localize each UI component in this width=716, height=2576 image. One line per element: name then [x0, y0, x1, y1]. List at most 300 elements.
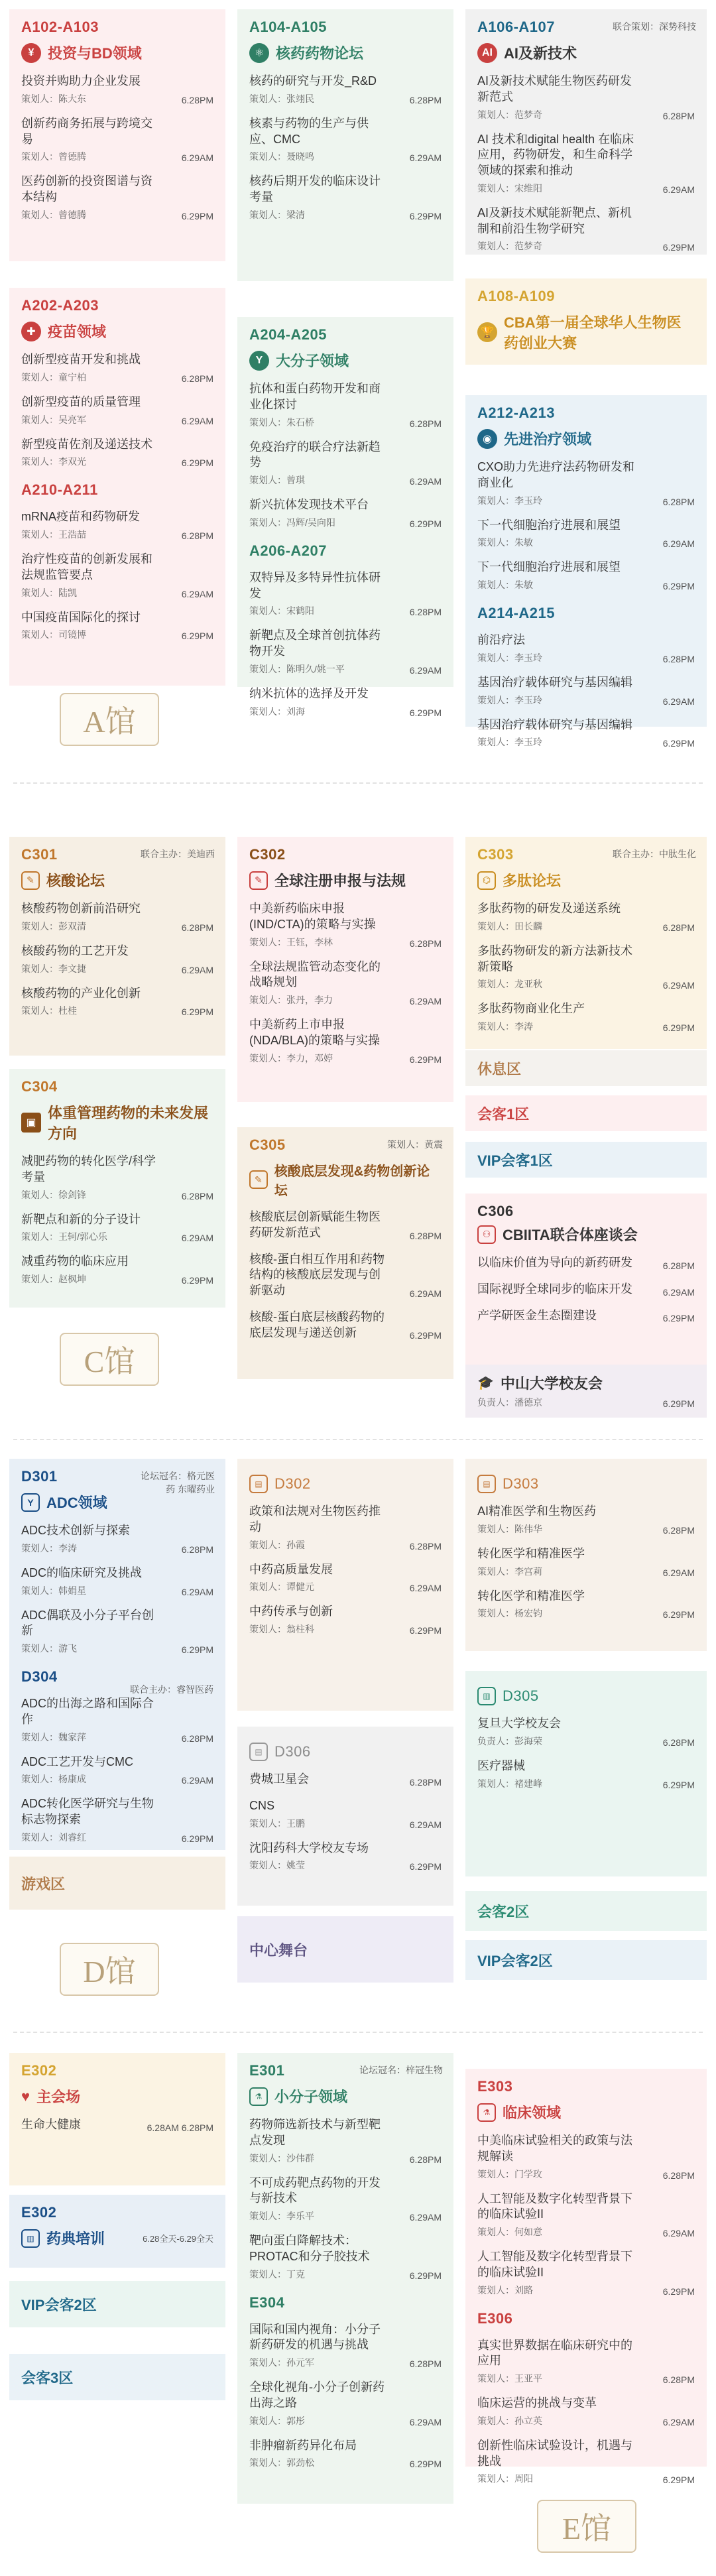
session-item[interactable]: [477, 74, 695, 121]
session-title: 多肽药物研发的新方法新技术新策略: [477, 944, 632, 973]
session-item[interactable]: [477, 1758, 695, 1790]
molecule-icon: ⚛: [249, 43, 269, 63]
session-item[interactable]: [21, 1796, 213, 1844]
room-number: E302: [21, 2204, 57, 2221]
session-time: 6.29PM: [409, 518, 442, 529]
planner: 策划人：谭健元: [249, 1581, 314, 1593]
room-topic: ADC领域: [46, 1495, 107, 1511]
session-time: 6.28PM: [662, 1260, 695, 1271]
session-title: 国际视野全球同步的临床开发: [477, 1282, 632, 1296]
session-item[interactable]: [21, 1565, 213, 1597]
session-item[interactable]: [21, 116, 213, 164]
session-time: 6.29PM: [662, 1398, 695, 1409]
room-number: C301: [21, 846, 58, 863]
room-number: A212-A213: [477, 404, 556, 421]
room-card-alumni[interactable]: [465, 1365, 707, 1418]
session-time: 6.28PM: [409, 1230, 442, 1241]
session-title: 医药创新的投资图谱与资本结构: [21, 174, 152, 204]
session-title: 新靶点及全球首创抗体药物开发: [249, 629, 381, 658]
session-item[interactable]: [249, 1209, 442, 1241]
session-time: 6.29AM: [181, 415, 213, 426]
session-item[interactable]: [21, 2117, 213, 2133]
room-number: A106-A107: [477, 19, 556, 35]
session-time: 6.29AM: [409, 153, 442, 164]
session-item[interactable]: [477, 1001, 695, 1033]
session-time: 6.29PM: [409, 2270, 442, 2281]
room-number: A214-A215: [477, 605, 556, 621]
session-item[interactable]: [249, 2380, 442, 2427]
session-title: 全球化视角-小分子创新药出海之路: [249, 2380, 385, 2410]
session-time: 6.29PM: [181, 1644, 213, 1655]
document-icon: ▤: [249, 1743, 268, 1761]
session-item[interactable]: [249, 686, 442, 718]
planner: 策划人：司镜博: [21, 629, 86, 641]
planner: 策划人：杜桂: [21, 1005, 77, 1016]
session-item[interactable]: [249, 1562, 442, 1594]
room-number: D301: [21, 1468, 58, 1485]
session-time: 6.28PM: [181, 922, 213, 933]
room-number: D302: [274, 1475, 311, 1492]
session-item[interactable]: [477, 944, 695, 991]
session-item[interactable]: [249, 1772, 442, 1788]
session-title: 转化医学和精准医学: [477, 1546, 585, 1560]
session-time: 6.29PM: [662, 1779, 695, 1790]
session-item[interactable]: [477, 560, 695, 591]
session-time: 6.29PM: [662, 2475, 695, 2486]
planner: 策划人：王鹏: [249, 1817, 305, 1829]
planner: 策划人：徐剑锋: [21, 1189, 86, 1200]
rest-area: 休息区: [465, 1050, 707, 1086]
session-title: ADC偶联及小分子平台创新: [21, 1608, 154, 1638]
room-card-a202[interactable]: [9, 288, 225, 686]
room-number: E303: [477, 2078, 513, 2095]
session-item[interactable]: [477, 1308, 695, 1324]
session-title: 政策和法规对生物医药推动: [249, 1504, 381, 1534]
hall-label-c: C馆: [60, 1333, 159, 1386]
room-topic: 先进治疗领域: [504, 431, 592, 448]
planner: 策划人：张翊民: [249, 93, 314, 104]
session-item[interactable]: [477, 901, 695, 933]
session-time: 6.29PM: [409, 1625, 442, 1636]
trophy-icon: 🏆: [477, 322, 497, 342]
sponsor-note: 策划人：黄震: [387, 1139, 443, 1150]
session-item[interactable]: [477, 1716, 695, 1748]
session-title: 新型疫苗佐剂及递送技术: [21, 437, 152, 451]
session-time: 6.29PM: [409, 707, 442, 718]
planner: 策划人：刘海: [249, 705, 305, 717]
planner: 策划人：门学玫: [477, 2168, 542, 2179]
session-item[interactable]: [21, 901, 213, 933]
sponsor-note: 联合策划：深势科技: [613, 21, 696, 32]
session-time: 6.28PM: [409, 418, 442, 429]
session-item[interactable]: [21, 352, 213, 384]
session-time: 6.28PM: [662, 2170, 695, 2181]
session-title: 复旦大学校友会: [477, 1717, 561, 1730]
planner: 策划人：冯辉/吴向阳: [249, 517, 335, 528]
session-title: 核药的研究与开发_R&D: [249, 74, 377, 88]
session-item[interactable]: [21, 1154, 213, 1201]
session-time: 6.29PM: [181, 1275, 213, 1286]
room-card-a106[interactable]: [465, 9, 707, 255]
room-number: E306: [477, 2309, 513, 2327]
session-time: 6.28PM: [409, 1776, 442, 1788]
session-item[interactable]: [477, 1282, 695, 1298]
planner: 策划人：赵枫坤: [21, 1274, 86, 1284]
session-time: 6.29AM: [409, 476, 442, 487]
vip-meeting-area-2: VIP会客2区: [465, 1940, 707, 1980]
session-time: 6.29AM: [662, 1286, 695, 1298]
planner: 策划人：沙伟群: [249, 2152, 314, 2164]
session-item[interactable]: [477, 2133, 695, 2181]
session-item[interactable]: [21, 1523, 213, 1555]
session-time: 6.28PM: [181, 1190, 213, 1201]
game-area: 游戏区: [9, 1857, 225, 1910]
session-item[interactable]: [477, 2396, 695, 2427]
room-card-d306[interactable]: [237, 1727, 453, 1906]
session-title: ADC的出海之路和国际合作: [21, 1697, 154, 1726]
sponsor-note: 论坛冠名：格元医药 东曜药业: [141, 1471, 215, 1495]
money-icon: ¥: [21, 43, 41, 63]
planner: 策划人：周阳: [477, 2473, 533, 2484]
session-item[interactable]: [477, 1504, 695, 1536]
session-item[interactable]: [249, 74, 442, 105]
session-item[interactable]: [249, 1504, 442, 1552]
heart-icon: ♥: [21, 2087, 30, 2105]
room-topic: 主会场: [36, 2089, 81, 2105]
room-card-e303[interactable]: [465, 2069, 707, 2486]
session-item[interactable]: [249, 440, 442, 487]
planner: 策划人：范梦奇: [477, 109, 542, 120]
session-item[interactable]: [249, 497, 442, 529]
session-title: 全球法规监管动态变化的战略规划: [249, 959, 381, 989]
planner: 策划人：李双光: [21, 456, 86, 467]
session-item[interactable]: [477, 2249, 695, 2297]
session-time: 6.29AM: [409, 664, 442, 676]
session-item[interactable]: [249, 2322, 442, 2370]
book-icon: ▥: [21, 2229, 40, 2248]
session-time: 6.28PM: [181, 530, 213, 541]
flask-icon: ⚗: [249, 2087, 268, 2106]
session-item[interactable]: [21, 174, 213, 221]
session-time: 6.29PM: [181, 1007, 213, 1018]
room-topic: 投资与BD领域: [48, 45, 142, 62]
session-time: 6.29PM: [662, 1609, 695, 1621]
session-item[interactable]: [249, 1252, 442, 1299]
planner: 策划人：李涛: [21, 1542, 77, 1554]
antibody-icon: Y: [249, 351, 269, 371]
session-item[interactable]: [21, 509, 213, 541]
planner: 策划人：李涛: [477, 1021, 533, 1032]
session-title: 核酸-蛋白底层核酸药物的底层发现与递送创新: [249, 1310, 385, 1339]
planner: 策划人：李玉玲: [477, 737, 542, 748]
room-card-c305[interactable]: [237, 1127, 453, 1379]
session-time: 6.29AM: [662, 538, 695, 550]
session-time: 6.28PM: [662, 1737, 695, 1748]
planner: 策划人：游飞: [21, 1643, 77, 1654]
session-time: 6.29AM: [662, 184, 695, 195]
session-item[interactable]: [249, 2438, 442, 2470]
session-time: 6.29PM: [662, 738, 695, 749]
room-card-c306[interactable]: [465, 1194, 707, 1373]
session-title: 真实世界数据在临床研究中的应用: [477, 2338, 632, 2368]
session-item[interactable]: [21, 1212, 213, 1244]
room-number: A202-A203: [21, 297, 99, 314]
sponsor-note: 论坛冠名：梓冠生物: [359, 2065, 443, 2075]
session-title: 中美临床试验相关的政策与法规解读: [477, 2134, 632, 2163]
session-title: 费城卫星会: [249, 1772, 309, 1786]
room-number: A204-A205: [249, 326, 328, 343]
room-number: C302: [249, 846, 286, 863]
session-time: 6.29PM: [409, 1861, 442, 1872]
session-title: 创新型疫苗的质量管理: [21, 395, 141, 408]
session-title: ADC转化医学研究与生物标志物探索: [21, 1797, 154, 1826]
session-item[interactable]: [21, 1696, 213, 1744]
session-title: 医疗器械: [477, 1758, 525, 1772]
session-item[interactable]: [477, 717, 695, 749]
session-time: 6.29PM: [662, 1313, 695, 1324]
session-item[interactable]: [249, 2233, 442, 2281]
session-item[interactable]: [249, 628, 442, 676]
room-card-e302b[interactable]: [9, 2195, 225, 2268]
session-title: 生命大健康: [21, 2118, 81, 2131]
session-time: 6.29AM: [181, 1586, 213, 1597]
hall-label-e: E馆: [537, 2500, 636, 2553]
planner: 策划人：田长麟: [477, 920, 542, 932]
session-title: 下一代细胞治疗进展和展望: [477, 560, 621, 574]
session-item[interactable]: [21, 1254, 213, 1286]
planner: 负责人：潘德京: [477, 1397, 542, 1408]
room-topic: 核酸论坛: [46, 873, 105, 889]
session-item[interactable]: [477, 132, 695, 195]
session-item[interactable]: [249, 1310, 442, 1341]
session-title: 人工智能及数字化转型背景下的临床试验II: [477, 2250, 632, 2279]
section-divider: [13, 2032, 703, 2033]
session-title: 核酸药物的工艺开发: [21, 944, 129, 957]
planner: 策划人：李宫莉: [477, 1565, 542, 1577]
room-number: A104-A105: [249, 19, 328, 35]
room-number: E304: [249, 2294, 285, 2311]
session-time: 6.28PM: [181, 94, 213, 105]
session-item[interactable]: [249, 381, 442, 429]
session-time: 6.29AM: [181, 964, 213, 975]
session-item[interactable]: [477, 206, 695, 253]
session-time: 6.28PM: [662, 922, 695, 933]
session-time: 6.29PM: [181, 210, 213, 221]
room-number: C303: [477, 846, 514, 863]
session-item[interactable]: [21, 610, 213, 642]
session-item[interactable]: [477, 1546, 695, 1578]
meeting-area-1: 会客1区: [465, 1095, 707, 1131]
room-topic: 核药药物论坛: [276, 45, 364, 62]
session-item[interactable]: [21, 944, 213, 975]
session-title: 创新性临床试验设计，机遇与挑战: [477, 2438, 632, 2468]
session-item[interactable]: [21, 552, 213, 599]
session-title: 免疫治疗的联合疗法新趋势: [249, 440, 381, 469]
cell-icon: ◉: [477, 429, 497, 449]
session-title: 纳米抗体的选择及开发: [249, 686, 369, 700]
planner: 策划人：王轲/郭心乐: [21, 1231, 107, 1243]
session-item[interactable]: [21, 1754, 213, 1786]
building-icon: ▥: [477, 1687, 496, 1705]
room-card-a108[interactable]: [465, 278, 707, 365]
session-item[interactable]: [249, 1798, 442, 1830]
session-title: 多肽药物商业化生产: [477, 1002, 585, 1016]
planner: 策划人：彭双清: [21, 920, 86, 932]
planner: 策划人：孙元军: [249, 2357, 314, 2368]
session-time: 6.29AM: [409, 2212, 442, 2223]
session-item[interactable]: [477, 460, 695, 507]
session-item[interactable]: [249, 959, 442, 1007]
session-title: 抗体和蛋白药物开发和商业化探讨: [249, 382, 381, 411]
meeting-area-3: 会客3区: [9, 2354, 225, 2400]
session-time: 6.29AM: [409, 1583, 442, 1594]
room-number: A102-A103: [21, 19, 99, 35]
session-time: 6.28PM: [181, 373, 213, 384]
room-number: E301: [249, 2062, 285, 2079]
briefcase-icon: ▣: [21, 1113, 41, 1133]
session-title: 双特异及多特异性抗体研发: [249, 570, 381, 600]
session-time: 6.29AM: [662, 2416, 695, 2427]
room-number: C305: [249, 1136, 286, 1153]
pencil-icon: ✎: [249, 871, 268, 890]
room-card-c302[interactable]: [237, 837, 453, 1102]
session-title: ADC技术创新与探索: [21, 1524, 131, 1537]
session-item[interactable]: [21, 437, 213, 469]
vip-meeting-area-2: VIP会客2区: [9, 2281, 225, 2327]
session-item[interactable]: [477, 1589, 695, 1621]
session-title: 下一代细胞治疗进展和展望: [477, 518, 621, 532]
room-topic: 中山大学校友会: [500, 1375, 603, 1392]
room-number: D306: [274, 1743, 311, 1760]
room-card-a102[interactable]: [9, 9, 225, 261]
planner: 策划人：杨康成: [21, 1774, 86, 1785]
planner: 策划人：朱敏: [477, 580, 533, 590]
session-item[interactable]: [21, 395, 213, 426]
planner: 策划人：杨宏钧: [477, 1608, 542, 1619]
session-item[interactable]: [21, 1608, 213, 1656]
planner: 策划人：李力，邓婷: [249, 1052, 333, 1064]
room-card-a104[interactable]: [237, 9, 453, 281]
session-title: 减重药物的临床应用: [21, 1255, 129, 1268]
session-time: 6.29AM: [409, 996, 442, 1007]
session-time: 6.29AM: [181, 588, 213, 599]
session-item[interactable]: [249, 2176, 442, 2223]
session-item[interactable]: [21, 986, 213, 1018]
sponsor-note: 联合主办：睿智医药: [130, 1684, 213, 1695]
session-time: 6.28PM: [181, 1733, 213, 1744]
session-time: 6.29AM: [181, 1775, 213, 1786]
room-card-a204[interactable]: [237, 317, 453, 718]
session-item[interactable]: [249, 901, 442, 949]
session-title: ADC的临床研究及挑战: [21, 1565, 143, 1579]
room-card-d305[interactable]: [465, 1671, 707, 1876]
planner: 策划人：王浩喆: [21, 529, 86, 540]
session-item[interactable]: [249, 2117, 442, 2165]
room-topic: 全球注册申报与法规: [274, 873, 406, 889]
room-topic: 疫苗领域: [48, 324, 107, 340]
session-time: 6.28PM: [409, 2154, 442, 2165]
session-title: 靶向蛋白降解技术：PROTAC和分子胶技术: [249, 2234, 370, 2263]
session-item[interactable]: [477, 2191, 695, 2239]
room-card-e301[interactable]: [237, 2053, 453, 2504]
sponsor-note: 联合主办：中肽生化: [613, 849, 696, 859]
room-card-e302[interactable]: [9, 2053, 225, 2185]
session-item[interactable]: [249, 174, 442, 221]
pencil-icon: ✎: [249, 1170, 268, 1189]
session-time: 6.28PM: [409, 94, 442, 105]
planner: 策划人：李玉玲: [477, 495, 542, 506]
session-item[interactable]: [249, 1604, 442, 1636]
syringe-icon: ✚: [21, 322, 41, 341]
session-time: 6.28全天-6.29全天: [143, 2234, 213, 2244]
session-title: 核酸底层创新赋能生物医药研发新范式: [249, 1210, 381, 1239]
session-item[interactable]: [477, 2338, 695, 2386]
room-number: D304: [21, 1668, 58, 1685]
room-card-d302[interactable]: [237, 1459, 453, 1711]
vip-meeting-area-1: VIP会客1区: [465, 1142, 707, 1178]
room-card-a212[interactable]: [465, 395, 707, 749]
section-divider: [13, 782, 703, 784]
planner: 策划人：曾德腾: [21, 209, 86, 220]
session-time: 6.29PM: [409, 210, 442, 221]
room-card-c304[interactable]: [9, 1069, 225, 1308]
session-title: 非肿瘤新药异化布局: [249, 2438, 357, 2452]
room-card-d301[interactable]: [9, 1459, 225, 1850]
session-item[interactable]: [477, 518, 695, 550]
planner: 策划人：孙立英: [477, 2415, 542, 2426]
planner: 策划人：李玉玲: [477, 652, 542, 663]
room-card-d303[interactable]: [465, 1459, 707, 1651]
session-title: 多肽药物的研发及递送系统: [477, 902, 621, 915]
session-title: 国际和国内视角：小分子新药研发的机遇与挑战: [249, 2322, 381, 2352]
session-title: 核药后期开发的临床设计考量: [249, 174, 381, 204]
planner: 策划人：丁克: [249, 2268, 305, 2280]
session-item[interactable]: [249, 116, 442, 164]
session-title: 核酸-蛋白相互作用和药物结构的核酸底层发现与创新驱动: [249, 1252, 385, 1297]
session-item[interactable]: [477, 675, 695, 707]
graduation-cap-icon: 🎓: [477, 1376, 494, 1390]
session-item[interactable]: [477, 1255, 695, 1271]
session-time: 6.29PM: [662, 1022, 695, 1033]
planner: 策划人：吴亮军: [21, 414, 86, 425]
room-card-c303[interactable]: [465, 837, 707, 1049]
session-time: 6.28PM: [409, 607, 442, 618]
room-card-c301[interactable]: [9, 837, 225, 1056]
session-item[interactable]: [249, 570, 442, 618]
planner: 策划人：陈明久/姚一平: [249, 663, 345, 674]
session-item[interactable]: [21, 74, 213, 105]
session-title: 核酸药物的产业化创新: [21, 986, 141, 1000]
session-time: 6.28AM 6.28PM: [147, 2122, 213, 2133]
session-item[interactable]: [477, 2438, 695, 2486]
session-time: 6.29AM: [409, 2416, 442, 2427]
session-title: mRNA疫苗和药物研发: [21, 510, 140, 524]
session-time: 6.28PM: [662, 653, 695, 664]
session-title: 减肥药物的转化医学/科学考量: [21, 1154, 156, 1184]
hall-label-d: D馆: [60, 1943, 159, 1996]
session-item[interactable]: [249, 1841, 442, 1872]
planner: 策划人：李乐平: [249, 2211, 314, 2221]
planner: 策划人：聂晓鸣: [249, 151, 314, 162]
planner: 策划人：曾德腾: [21, 151, 86, 162]
session-item[interactable]: [249, 1017, 442, 1065]
room-topic: 小分子领域: [274, 2089, 348, 2105]
session-title: 中美新药上市申报(NDA/BLA)的策略与实操: [249, 1018, 381, 1047]
session-time: 6.28PM: [409, 2359, 442, 2369]
planner: 策划人：韩娟星: [21, 1585, 86, 1596]
session-item[interactable]: [477, 633, 695, 664]
session-time: 6.29PM: [181, 1833, 213, 1844]
